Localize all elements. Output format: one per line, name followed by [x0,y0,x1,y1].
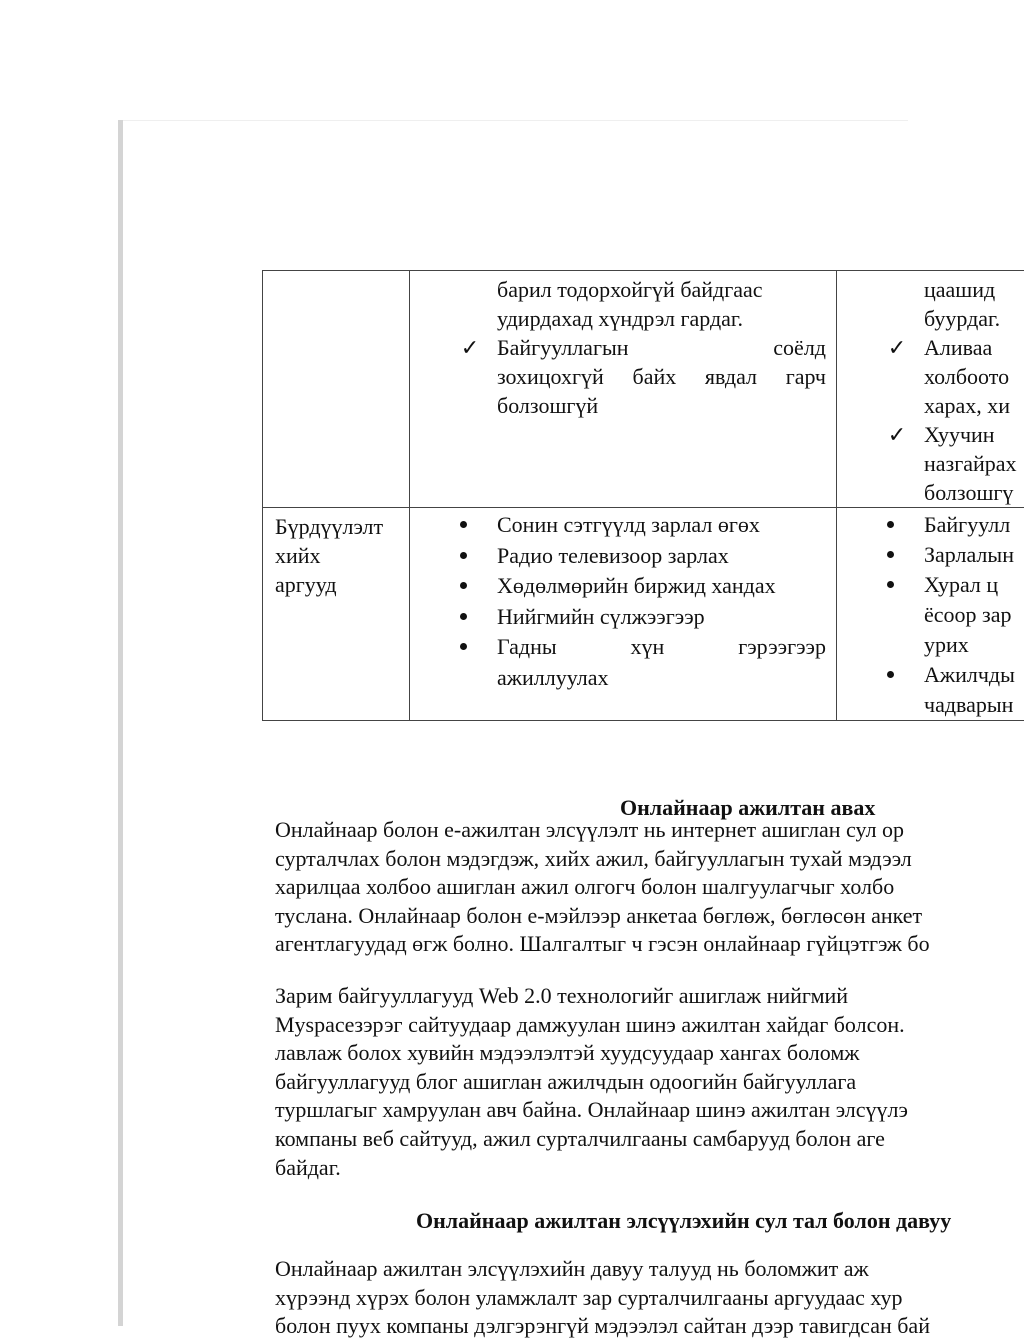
list-item [837,510,1024,540]
table-row [263,508,1024,721]
text-line: Хурал ц [924,570,1024,600]
bullet-icon [887,581,894,588]
list-item [837,540,1024,570]
text-line: удирдахад хүндрэл гардаг. [497,304,826,333]
text-line: цаашид [924,275,1024,304]
text-line: Аливаа [924,333,1024,362]
checkmark-icon: ✓ [887,333,907,362]
text-line: харах, хи [924,391,1024,420]
bullet-icon [460,643,467,650]
list-item [410,510,836,541]
text-line: Нийгмийн сүлжээгээр [497,604,705,629]
text-line: чадварын [924,690,1024,720]
text-line: туслана. Онлайнаар болон е-мэйлээр анкетаа бөглөж, бөглөсөн анкет [275,902,1024,931]
text-line: хүрээнд хүрэх болон уламжлалт зар сурталчилгааны аргуудаас хур [275,1284,1024,1313]
text-line: болон пуух компаны дэлгэрэнгүй мэдээлэл сайтан дээр тавигдсан бай [275,1312,1024,1341]
text-line: Гадны хүн гэрээгээр [497,632,826,663]
text-line: назгайрах [924,449,1024,478]
text-line: холбоото [924,362,1024,391]
bullet-icon [460,521,467,528]
text-line: барил тодорхойгүй байдгаас [497,275,826,304]
text-line: урих [924,630,1024,660]
list-item [837,660,1024,720]
text-line: агентлагуудад өгж болно. Шалгалтыг ч гэсэн онлайнаар гүйцэтгэж бо [275,930,1024,959]
table-row [263,271,1024,508]
list-item [837,333,1024,420]
list-item [410,602,836,633]
section-heading: Онлайнаар ажилтан элсүүлэхийн сул тал болон давуу [416,1208,951,1234]
col2-cell [410,271,837,508]
text-line: болзошгү [924,478,1024,507]
list-item [837,570,1024,660]
paragraph [275,816,1024,959]
text-line: Радио телевизоор зарлах [497,543,729,568]
section-heading: Онлайнаар ажилтан авах [620,795,875,821]
text-line: Сонин сэтгүүлд зарлал өгөх [497,512,760,537]
text-line: компаны веб сайтууд, ажил сурталчилгааны самбарууд болон аге [275,1125,1024,1154]
text-line: болзошгүй [497,391,826,420]
checkmark-icon: ✓ [887,420,907,449]
bullet-icon [460,582,467,589]
list-item [837,420,1024,507]
bullet-icon [460,552,467,559]
paragraph [275,1255,1024,1341]
col2-cell [410,508,837,721]
checkmark-icon: ✓ [460,333,480,362]
text-line: Ажилчды [924,660,1024,690]
paragraph [275,982,1024,1182]
list-item [410,541,836,572]
text-line: Байгууллагын соёлд [497,333,826,362]
row-label-cell [263,271,410,508]
text-line: Зарлалын [924,542,1014,567]
text-line: Хуучин [924,420,1024,449]
page-left-edge [118,120,123,1326]
row-label-cell [263,508,410,721]
text-line: буурдаг. [924,304,1024,333]
col3-cell [837,508,1024,721]
bullet-icon [887,521,894,528]
text-line: Онлайнаар болон е-ажилтан элсүүлэлт нь интернет ашиглан сул ор [275,816,1024,845]
text-line: Хөдөлмөрийн биржид хандах [497,573,776,598]
text-line: сурталчлах болон мэдэгдэж, хийх ажил, байгууллагын тухай мэдээл [275,845,1024,874]
list-item [410,571,836,602]
list-item [410,632,836,693]
text-line: ёсоор зар [924,600,1024,630]
text-line: Бүрдүүлэлт [275,512,409,541]
bullet-icon [887,551,894,558]
bullet-icon [887,671,894,678]
bullet-icon [460,613,467,620]
text-line: байдаг. [275,1154,1024,1183]
continued-text [410,275,836,333]
text-line: Зарим байгууллагууд Web 2.0 технологийг ашиглаж нийгмий [275,982,1024,1011]
text-line: хийх [275,541,409,570]
text-line: ажиллуулах [497,663,826,694]
col3-cell [837,271,1024,508]
text-line: Myspaceзэрэг сайтуудаар дамжуулан шинэ ажилтан хайдаг болсон. [275,1011,1024,1040]
text-line: туршлагыг хамруулан авч байна. Онлайнаар шинэ ажилтан элсүүлэ [275,1096,1024,1125]
text-line: Онлайнаар ажилтан элсүүлэхийн давуу талууд нь боломжит аж [275,1255,1024,1284]
page-top-edge [123,120,908,121]
comparison-table [262,270,1024,721]
text-line: харилцаа холбоо ашиглан ажил олгогч болон шалгуулагчыг холбо [275,873,1024,902]
text-line: лавлаж болох хувийн мэдээлэлтэй хуудсуудаар хангах боломж [275,1039,1024,1068]
text-line: байгууллагууд блог ашиглан ажилчдын одоогийн байгууллага [275,1068,1024,1097]
list-item [410,333,836,420]
text-line: Байгуулл [924,512,1010,537]
text-line: зохицохгүй байх явдал гарч [497,362,826,391]
text-line: аргууд [275,570,409,599]
